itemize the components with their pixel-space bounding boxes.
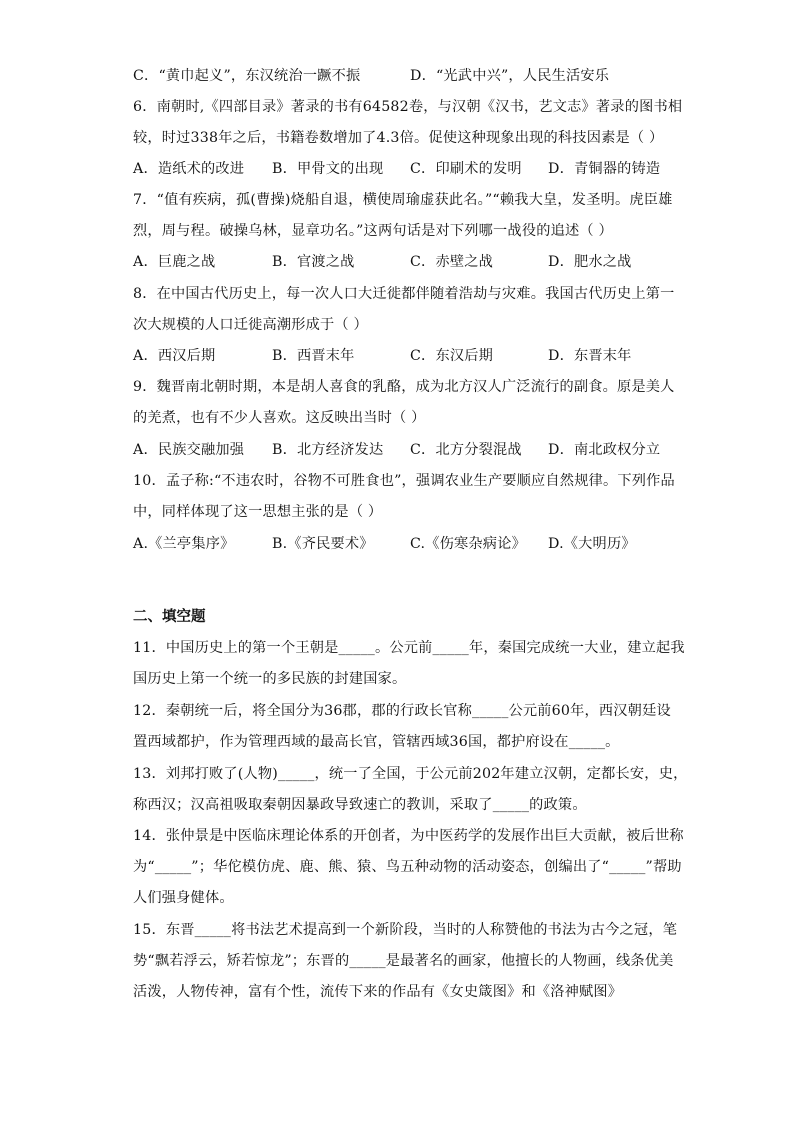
q12-line-2: 置西域都护，作为管理西域的最高长官，管辖西域36国，都护府设在_____。 <box>133 734 620 750</box>
q6-option-c: C．印刷术的发明 <box>410 161 522 177</box>
q15-line-1: 15．东晋_____将书法艺术提高到一个新阶段，当时的人称赞他的书法为古今之冠，笔 <box>133 922 678 938</box>
q9-option-b: B．北方经济发达 <box>272 442 384 458</box>
q7-option-d: D．肥水之战 <box>548 254 632 270</box>
q8-option-a: A．西汉后期 <box>133 348 216 364</box>
q11-line-2: 国历史上第一个统一的多民族的封建国家。 <box>133 671 407 687</box>
q6-stem-line-2: 较，时过338年之后，书籍卷数增加了4.3倍。促使这种现象出现的科技因素是（ ） <box>133 130 664 146</box>
q6-option-b: B．甲骨文的出现 <box>272 161 384 177</box>
q9-option-c: C．北方分裂混战 <box>410 442 522 458</box>
q14-line-1: 14．张仲景是中医临床理论体系的开创者，为中医药学的发展作出巨大贡献，被后世称 <box>133 828 684 844</box>
q7-stem-line-2: 烈，周与程。破操乌林，显章功名。”这两句话是对下列哪一战役的追述（ ） <box>133 223 613 239</box>
q7-option-c: C．赤壁之战 <box>410 254 493 270</box>
q9-option-a: A．民族交融加强 <box>133 442 245 458</box>
q7-stem-line-1: 7．“值有疾病，孤(曹操)烧船自退，横使周瑜虚获此名。”“赖我大皇，发圣明。虎臣雄 <box>133 192 673 208</box>
q10-option-b: B.《齐民要术》 <box>272 536 374 552</box>
q10-option-c: C.《伤寒杂病论》 <box>410 536 526 552</box>
q11-line-1: 11．中国历史上的第一个王朝是_____。公元前_____年，秦国完成统一大业，建立起我 <box>133 640 685 656</box>
q8-stem-line-1: 8．在中国古代历史上，每一次人口大迁徙都伴随着浩劫与灾难。我国古代历史上第一 <box>133 286 675 302</box>
q8-option-c: C．东汉后期 <box>410 348 493 364</box>
q9-stem-line-1: 9．魏晋南北朝时期，本是胡人喜食的乳酪，成为北方汉人广泛流行的副食。原是美人 <box>133 379 675 395</box>
q9-option-d: D．南北政权分立 <box>548 442 661 458</box>
q15-line-2: 势“飘若浮云，矫若惊龙”；东晋的_____是最著名的画家，他擅长的人物画，线条优美 <box>133 953 674 969</box>
q13-line-2: 称西汉；汉高祖吸取秦朝因暴政导致速亡的教训，采取了_____的政策。 <box>133 797 587 813</box>
q8-option-b: B．西晋末年 <box>272 348 355 364</box>
q7-option-b: B．官渡之战 <box>272 254 355 270</box>
q6-stem-line-1: 6．南朝时,《四部目录》著录的书有64582卷，与汉朝《汉书，艺文志》著录的图书相 <box>133 99 683 115</box>
q7-option-a: A．巨鹿之战 <box>133 254 216 270</box>
q12-line-1: 12．秦朝统一后，将全国分为36郡，郡的行政长官称_____公元前60年，西汉朝廷设 <box>133 703 671 719</box>
q15-line-3: 活泼，人物传神，富有个性，流传下来的作品有《女史箴图》和《洛神赋图》 <box>133 984 623 1000</box>
q6-option-d: D．青铜器的铸造 <box>548 161 661 177</box>
q14-line-3: 人们强身健体。 <box>133 890 234 906</box>
q9-stem-line-2: 的羌煮，也有不少人喜欢。这反映出当时（ ） <box>133 410 426 426</box>
section-title-fill-in: 二、填空题 <box>133 609 206 625</box>
q14-line-2: 为“_____”；华佗模仿虎、鹿、熊、猿、鸟五种动物的活动姿态，创编出了“_____”帮助 <box>133 859 682 875</box>
q8-stem-line-2: 次大规模的人口迁徙高潮形成于（ ） <box>133 317 368 333</box>
q5-option-c: C．“黄巾起义”，东汉统治一蹶不振 <box>133 68 361 84</box>
q6-option-a: A．造纸术的改进 <box>133 161 245 177</box>
q13-line-1: 13．刘邦打败了(人物)_____，统一了全国，于公元前202年建立汉朝，定都长安，史， <box>133 766 688 782</box>
q8-option-d: D．东晋末年 <box>548 348 632 364</box>
q10-stem-line-1: 10．孟子称:“不违农时，谷物不可胜食也”，强调农业生产要顺应自然规律。下列作品 <box>133 473 675 489</box>
q10-stem-line-2: 中，同样体现了这一思想主张的是（ ） <box>133 504 383 520</box>
q10-option-d: D.《大明历》 <box>548 536 636 552</box>
q5-option-d: D．“光武中兴”，人民生活安乐 <box>410 68 610 84</box>
q10-option-a: A.《兰亭集序》 <box>133 536 235 552</box>
